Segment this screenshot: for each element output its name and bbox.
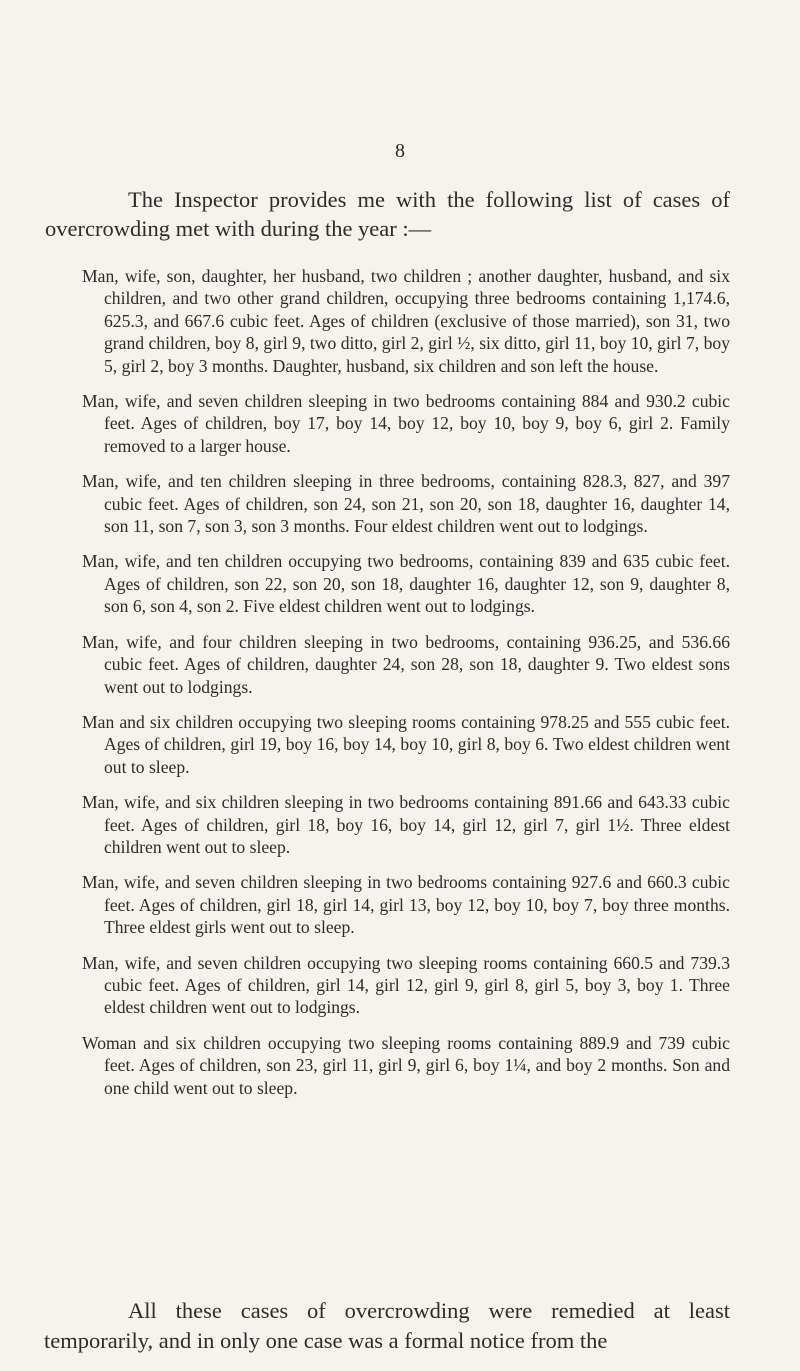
closing-paragraph: All these cases of overcrowding were remedied at least temporarily, and in only one case was a formal notice from the: [44, 1298, 730, 1353]
case-list: [82, 265, 730, 1112]
case-item: Man, wife, and seven children sleeping in two bedrooms containing 927.6 and 660.3 cubic feet. Ages of children, girl 18, girl 14, girl 13, boy 12, boy 10, boy 7, boy three months. Three eldest girls went out to sleep.: [82, 872, 730, 938]
case-item: Man, wife, son, daughter, her husband, two children ; another daughter, husband, and six children, and two other grand children, occupying three bedrooms containing 1,174.6, 625.3, and 667.6 cubic feet. Ages of children (exclusive of those married), son 31, two grand children, boy 8, girl 9, two ditto, girl 2, girl ½, six ditto, girl 11, boy 10, girl 7, boy 5, girl 2, boy 3 months. Daughter, husband, six children and son left the house.: [82, 266, 730, 376]
case-item: Man, wife, and seven children sleeping in two bedrooms containing 884 and 930.2 cubic feet. Ages of children, boy 17, boy 14, boy 12, boy 10, boy 9, boy 6, girl 2. Family removed to a larger house.: [82, 391, 730, 456]
intro-paragraph: The Inspector provides me with the following list of cases of overcrowding met with during the year :—: [45, 187, 730, 241]
case-item: Man, wife, and ten children occupying two bedrooms, containing 839 and 635 cubic feet. Ages of children, son 22, son 20, son 18, daughter 16, daughter 12, son 9, daughter 8, son 6, son 4, son 2. Five eldest children went out to lodgings.: [82, 551, 730, 617]
case-item: Man, wife, and four children sleeping in two bedrooms, containing 936.25, and 536.66 cubic feet. Ages of children, daughter 24, son 28, son 18, daughter 9. Two eldest sons went out to lodgings.: [82, 631, 730, 697]
case-item: Man, wife, and seven children occupying two sleeping rooms containing 660.5 and 739.3 cubic feet. Ages of children, girl 14, girl 12, girl 9, girl 8, girl 5, boy 3, boy 1. Three eldest children went out to lodgings.: [82, 952, 730, 1018]
case-item: Man, wife, and six children sleeping in two bedrooms containing 891.66 and 643.33 cubic feet. Ages of children, girl 18, boy 16, boy 14, girl 12, girl 7, girl 1½. Three eldest children went out to sleep.: [82, 792, 730, 857]
case-item: Man and six children occupying two sleeping rooms containing 978.25 and 555 cubic feet. Ages of children, girl 19, boy 16, boy 14, boy 10, girl 8, boy 6. Two eldest children went out to sleep.: [82, 711, 730, 777]
page-number: 8: [395, 140, 405, 162]
case-item: Man, wife, and ten children sleeping in three bedrooms, containing 828.3, 827, and 397 cubic feet. Ages of children, son 24, son 21, son 20, son 18, daughter 16, daughter 14, son 11, son 7, son 3, son 3 months. Four eldest children went out to lodgings.: [82, 471, 730, 537]
case-item: Woman and six children occupying two sleeping rooms containing 889.9 and 739 cubic feet. Ages of children, son 23, girl 11, girl 9, girl 6, boy 1¼, and boy 2 months. Son and one child went out to sleep.: [82, 1032, 730, 1098]
